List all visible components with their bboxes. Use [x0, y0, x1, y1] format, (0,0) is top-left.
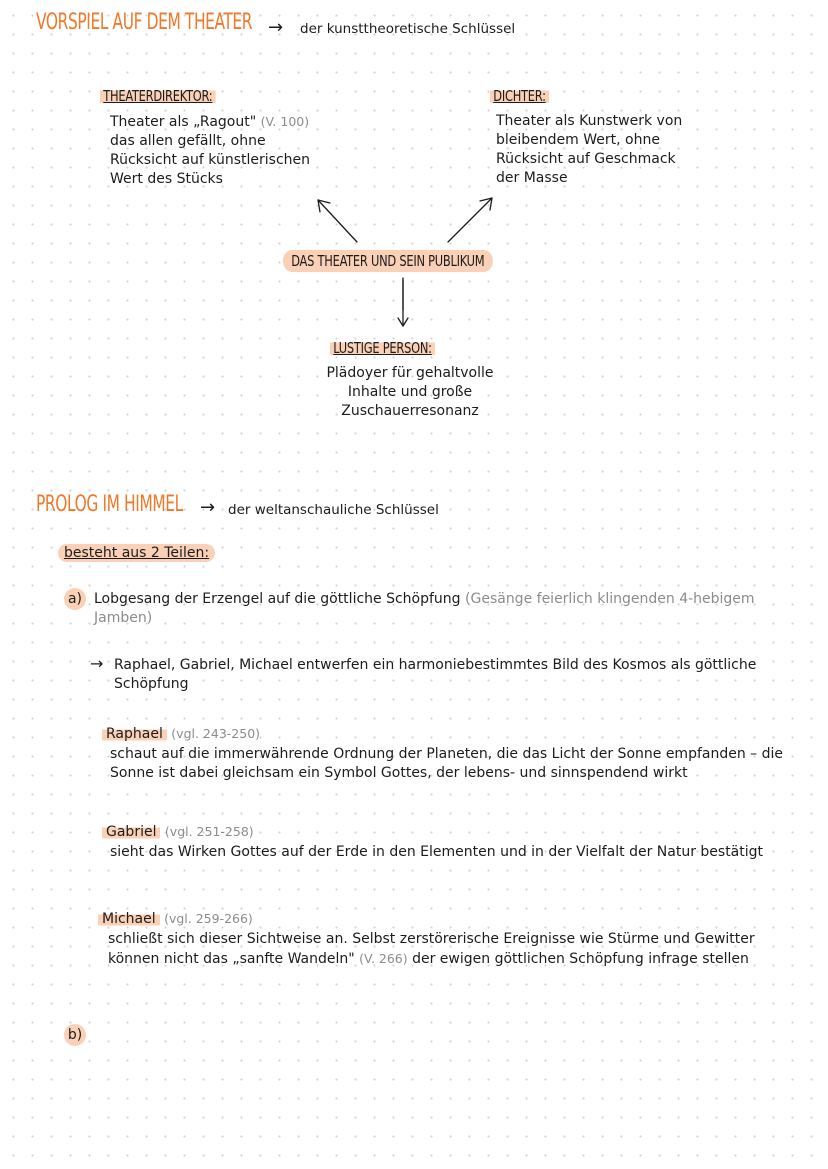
- gabriel-ref: (vgl. 251-258): [164, 824, 254, 839]
- michael-text: [108, 930, 808, 969]
- director-block: [100, 86, 241, 105]
- director-line-3: Rücksicht auf künstlerischen: [110, 152, 311, 168]
- poet-block: [490, 86, 562, 105]
- b-marker: b): [64, 1024, 86, 1046]
- director-line-4: Wert des Stücks: [110, 171, 223, 187]
- person-line-3: Zuschauerresonanz: [341, 403, 479, 419]
- raphael-ref: (vgl. 243-250): [171, 726, 261, 741]
- raphael-head: [102, 724, 260, 744]
- poet-text: [496, 112, 756, 188]
- gabriel-text: sieht das Wirken Gottes auf der Erde in den Elementen und in der Vielfalt der Natur bestätigt: [110, 844, 764, 860]
- director-line-1: Theater als „Ragout": [110, 114, 257, 130]
- arrow-right-icon: →: [268, 17, 284, 38]
- section2-title: PROLOG IM HIMMEL: [36, 492, 183, 517]
- raphael-text: schaut auf die immerwährende Ordnung der Planeten, die das Licht der Sonne empfanden – die Sonne ist dabei gleichsam ein Symbol Gottes, der lebens- und sinnspendend wirkt: [110, 746, 783, 781]
- center-node: DAS THEATER UND SEIN PUBLIKUM: [283, 250, 493, 272]
- director-label: THEATERDIREKTOR:: [100, 87, 216, 105]
- arrow-right-icon: →: [200, 497, 216, 518]
- arrow-right-icon: →: [90, 654, 104, 673]
- person-text: [300, 364, 520, 421]
- arrow-to-poet-icon: [448, 198, 492, 242]
- michael-text-ref: (V. 266): [359, 951, 408, 966]
- b-marker-wrap: [64, 1024, 86, 1046]
- arrow-down-icon: [396, 278, 412, 332]
- director-ref: (V. 100): [260, 114, 310, 129]
- parts-label-wrap: [58, 544, 215, 563]
- a-note: (Gesänge feierlich klingenden 4-hebigem Jamben): [94, 591, 755, 626]
- a-arrow-text: Raphael, Gabriel, Michael entwerfen ein harmoniebestimmtes Bild des Kosmos als göttliche Schöpfung: [114, 657, 757, 692]
- person-line-2: Inhalte und große: [347, 384, 473, 400]
- section1-title: VORSPIEL AUF DEM THEATER: [36, 10, 253, 35]
- gabriel-name: Gabriel: [102, 824, 160, 840]
- director-line-2: das allen gefällt, ohne: [110, 133, 266, 149]
- section1-subtitle: der kunsttheoretische Schlüssel: [300, 21, 516, 37]
- person-line-1: Plädoyer für gehaltvolle: [326, 365, 494, 381]
- poet-line-2: bleibendem Wert, ohne: [496, 132, 660, 148]
- michael-text-before: schließt sich dieser Sichtweise an. Selbst zerstörerische Ereignisse wie Stürme und Gewitter können nicht das „sanfte Wandeln": [108, 931, 755, 967]
- a-text: [94, 590, 814, 628]
- michael-ref: (vgl. 259-266): [164, 911, 253, 926]
- michael-head: [98, 909, 253, 929]
- a-marker: a): [64, 588, 86, 610]
- person-label: LUSTIGE PERSON:: [330, 339, 435, 357]
- poet-line-3: Rücksicht auf Geschmack: [496, 151, 676, 167]
- section2-subtitle: der weltanschauliche Schlüssel: [228, 502, 439, 518]
- poet-line-4: der Masse: [496, 170, 568, 186]
- raphael-name: Raphael: [102, 726, 167, 742]
- a-main-text: Lobgesang der Erzengel auf die göttliche Schöpfung: [94, 591, 461, 607]
- director-text: [110, 112, 370, 189]
- person-block: [330, 338, 458, 357]
- gabriel-head: [102, 822, 254, 842]
- a-marker-wrap: [64, 588, 86, 610]
- michael-text-after: der ewigen göttlichen Schöpfung infrage stellen: [412, 951, 749, 967]
- poet-line-1: Theater als Kunstwerk von: [496, 113, 683, 129]
- poet-label: DICHTER:: [490, 87, 549, 105]
- parts-label: besteht aus 2 Teilen:: [58, 544, 215, 562]
- arrow-to-director-icon: [318, 200, 357, 242]
- michael-name: Michael: [98, 911, 160, 927]
